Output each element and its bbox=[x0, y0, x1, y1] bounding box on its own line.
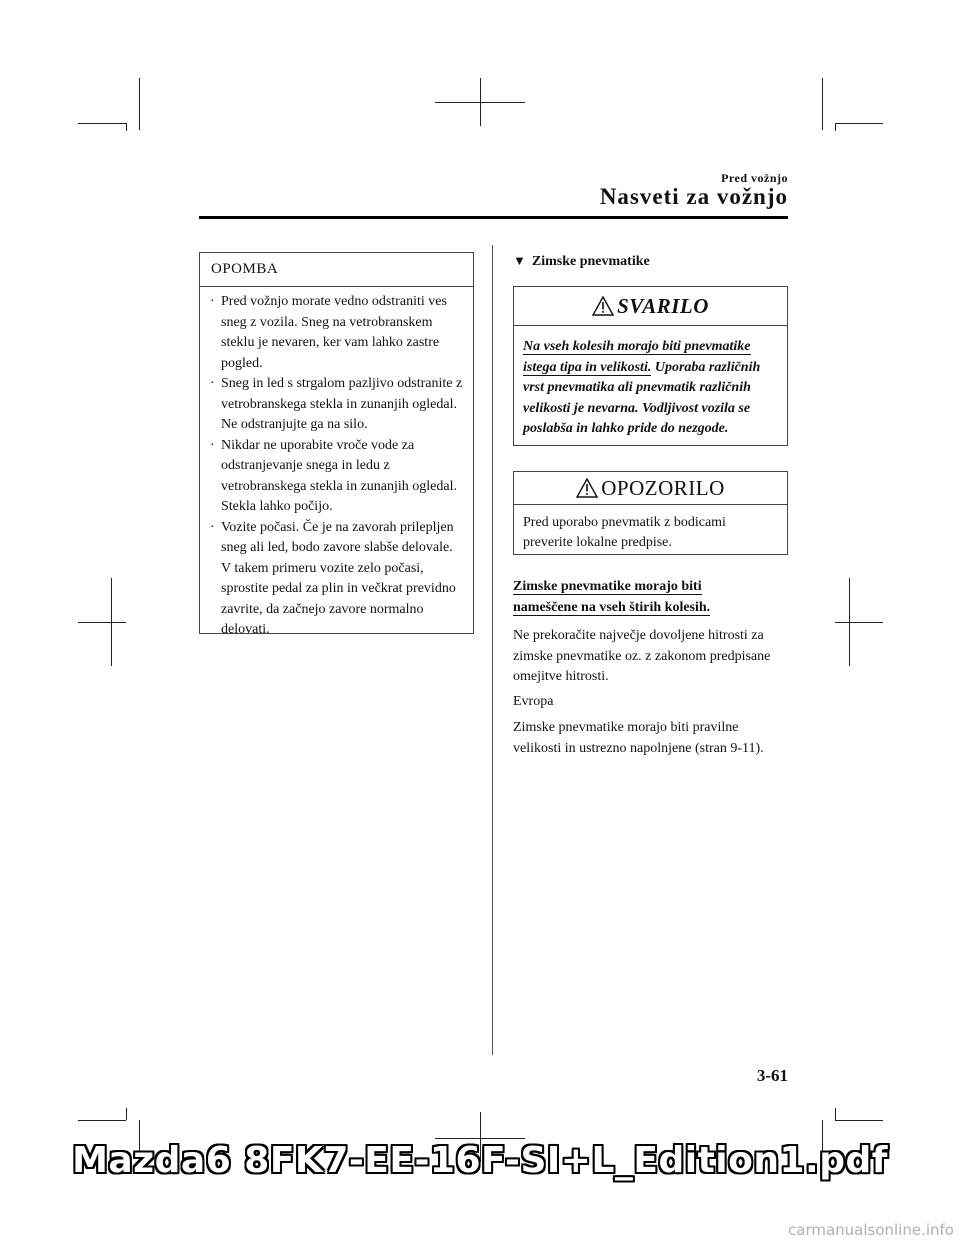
caution-box bbox=[513, 471, 788, 555]
running-header-section: Pred vožnjo bbox=[721, 171, 788, 185]
warning-title: SVARILO bbox=[617, 293, 709, 318]
note-item: · Pred vožnjo morate vedno odstraniti ves sneg z vozila. Sneg na vetrobranskem steklu je nevaren, ker vam lahko zastre pogled. bbox=[210, 294, 447, 371]
triangle-down-icon: ▼ bbox=[513, 253, 526, 268]
running-header-title: Nasveti za vožnjo bbox=[599, 184, 788, 209]
caution-header bbox=[514, 472, 787, 505]
bullet-icon: · bbox=[210, 437, 215, 453]
size-paragraph: Zimske pnevmatike morajo biti pravilne velikosti in ustrezno napolnjene (stran 9-11). bbox=[513, 720, 764, 756]
warning-text: Uporaba različnih vrst pnevmatika ali pnevmatik različnih velikosti je nevarna. Vodljivost vozila se poslabša in lahko pride do nezgode. bbox=[523, 359, 761, 436]
speed-paragraph: Ne prekoračite največje dovoljene hitrosti za zimske pnevmatike oz. z zakonom predpisane omejitve hitrosti. bbox=[513, 628, 771, 684]
warning-body bbox=[514, 326, 787, 440]
note-box bbox=[199, 252, 474, 637]
warning-triangle-icon bbox=[592, 296, 614, 316]
section-heading: ▼ Zimske pnevmatike bbox=[513, 253, 650, 269]
warning-box bbox=[513, 286, 788, 446]
footer-filename: Mazda6 8FK7-EE-16F-SI+L_Edition1.pdf bbox=[72, 1140, 888, 1181]
column-divider bbox=[492, 245, 493, 1055]
header-rule bbox=[199, 216, 788, 219]
bullet-icon: · bbox=[210, 376, 215, 391]
note-list bbox=[200, 287, 473, 641]
region-label: Evropa bbox=[513, 694, 554, 709]
note-item: · Sneg in led s strgalom pazljivo odstranite z vetrobranskega stekla in zunanjih ogledal. Ne odstranjujte ga na silo. bbox=[210, 376, 463, 432]
footer-watermark: carmanualsonline.info bbox=[788, 1221, 954, 1239]
bullet-icon: · bbox=[210, 294, 215, 309]
warning-triangle-icon bbox=[576, 478, 598, 498]
caution-title: OPOZORILO bbox=[601, 475, 725, 500]
page-number: 3-61 bbox=[756, 1066, 788, 1085]
caution-text: Pred uporabo pnevmatik z bodicami preverite lokalne predpise. bbox=[523, 515, 726, 550]
emphasis-line-1: Zimske pnevmatike morajo biti bbox=[513, 579, 702, 594]
emphasis-paragraph bbox=[513, 577, 788, 618]
warning-underlined-text: Na vseh kolesih morajo biti pnevmatike istega tipa in velikosti. bbox=[523, 339, 751, 375]
bullet-icon: · bbox=[210, 519, 215, 535]
emphasis-line-2: nameščene na vseh štirih kolesih. bbox=[513, 599, 711, 615]
note-item: · Vozite počasi. Če je na zavorah prilepljen sneg ali led, bodo zavore slabše delovale. V takem primeru vozite zelo počasi, sprostite pedal za plin in večkrat previdno zavrite, da začnejo zavore normalno delovati. bbox=[210, 519, 456, 637]
note-item: · Nikdar ne uporabite vroče vode za odstranjevanje snega in ledu z vetrobranskega stekla in zunanjih ogledal. Stekla lahko počijo. bbox=[210, 437, 457, 514]
note-title: OPOMBA bbox=[200, 253, 473, 287]
warning-header bbox=[514, 287, 787, 326]
